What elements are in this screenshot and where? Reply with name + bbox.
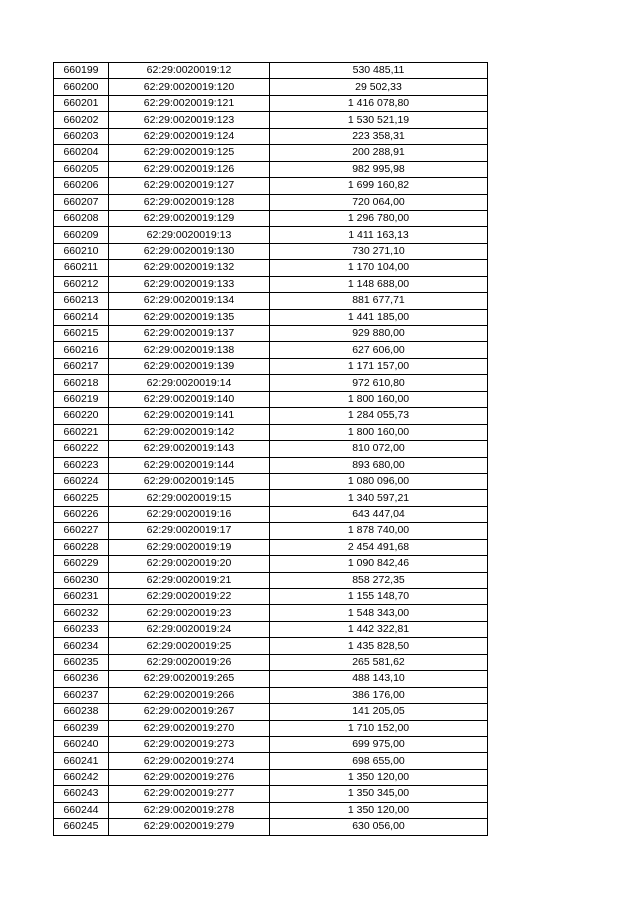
row-number-cell: 660242 [54, 769, 109, 785]
table-row [54, 342, 488, 358]
table-row [54, 424, 488, 440]
row-number-cell: 660206 [54, 178, 109, 194]
table-row [54, 769, 488, 785]
cadastral-number-cell: 62:29:0020019:127 [109, 178, 270, 194]
cadastral-value-cell: 530 485,11 [270, 63, 488, 79]
table-row [54, 457, 488, 473]
row-number-cell: 660240 [54, 736, 109, 752]
table-row [54, 408, 488, 424]
cadastral-value-cell: 29 502,33 [270, 79, 488, 95]
cadastral-number-cell: 62:29:0020019:133 [109, 276, 270, 292]
cadastral-value-cell: 1 350 120,00 [270, 802, 488, 818]
cadastral-number-cell: 62:29:0020019:19 [109, 539, 270, 555]
row-number-cell: 660237 [54, 687, 109, 703]
table-row [54, 441, 488, 457]
cadastral-number-cell: 62:29:0020019:129 [109, 210, 270, 226]
cadastral-value-cell: 1 350 120,00 [270, 769, 488, 785]
cadastral-value-cell: 1 878 740,00 [270, 523, 488, 539]
row-number-cell: 660245 [54, 819, 109, 835]
cadastral-number-cell: 62:29:0020019:17 [109, 523, 270, 539]
cadastral-number-cell: 62:29:0020019:15 [109, 490, 270, 506]
cadastral-number-cell: 62:29:0020019:276 [109, 769, 270, 785]
table-row [54, 802, 488, 818]
row-number-cell: 660203 [54, 128, 109, 144]
table-row [54, 358, 488, 374]
row-number-cell: 660221 [54, 424, 109, 440]
table-row [54, 671, 488, 687]
cadastral-number-cell: 62:29:0020019:22 [109, 589, 270, 605]
cadastral-value-cell: 1 080 096,00 [270, 473, 488, 489]
row-number-cell: 660199 [54, 63, 109, 79]
cadastral-value-cell: 698 655,00 [270, 753, 488, 769]
cadastral-value-cell: 200 288,91 [270, 145, 488, 161]
cadastral-number-cell: 62:29:0020019:144 [109, 457, 270, 473]
cadastral-value-cell: 1 435 828,50 [270, 638, 488, 654]
cadastral-value-cell: 1 530 521,19 [270, 112, 488, 128]
row-number-cell: 660220 [54, 408, 109, 424]
table-row [54, 63, 488, 79]
table-row [54, 621, 488, 637]
table-row [54, 145, 488, 161]
cadastral-number-cell: 62:29:0020019:132 [109, 260, 270, 276]
cadastral-value-cell: 488 143,10 [270, 671, 488, 687]
row-number-cell: 660222 [54, 441, 109, 457]
table-row [54, 736, 488, 752]
cadastral-value-cell: 1 340 597,21 [270, 490, 488, 506]
table-row [54, 276, 488, 292]
row-number-cell: 660230 [54, 572, 109, 588]
cadastral-number-cell: 62:29:0020019:14 [109, 375, 270, 391]
cadastral-value-cell: 1 548 343,00 [270, 605, 488, 621]
cadastral-number-cell: 62:29:0020019:134 [109, 293, 270, 309]
cadastral-value-cell: 1 411 163,13 [270, 227, 488, 243]
cadastral-number-cell: 62:29:0020019:135 [109, 309, 270, 325]
cadastral-value-cell: 141 205,05 [270, 704, 488, 720]
row-number-cell: 660217 [54, 358, 109, 374]
cadastral-number-cell: 62:29:0020019:12 [109, 63, 270, 79]
row-number-cell: 660215 [54, 326, 109, 342]
cadastral-number-cell: 62:29:0020019:141 [109, 408, 270, 424]
row-number-cell: 660202 [54, 112, 109, 128]
cadastral-number-cell: 62:29:0020019:266 [109, 687, 270, 703]
table-row [54, 786, 488, 802]
row-number-cell: 660226 [54, 506, 109, 522]
cadastral-value-cell: 1 171 157,00 [270, 358, 488, 374]
cadastral-value-cell: 1 442 322,81 [270, 621, 488, 637]
cadastral-number-cell: 62:29:0020019:20 [109, 556, 270, 572]
cadastral-value-cell: 1 416 078,80 [270, 95, 488, 111]
row-number-cell: 660200 [54, 79, 109, 95]
table-row [54, 704, 488, 720]
cadastral-number-cell: 62:29:0020019:279 [109, 819, 270, 835]
cadastral-number-cell: 62:29:0020019:126 [109, 161, 270, 177]
cadastral-value-cell: 1 441 185,00 [270, 309, 488, 325]
cadastral-number-cell: 62:29:0020019:138 [109, 342, 270, 358]
row-number-cell: 660228 [54, 539, 109, 555]
table-row [54, 79, 488, 95]
cadastral-value-cell: 1 155 148,70 [270, 589, 488, 605]
row-number-cell: 660232 [54, 605, 109, 621]
cadastral-value-cell: 627 606,00 [270, 342, 488, 358]
row-number-cell: 660243 [54, 786, 109, 802]
cadastral-number-cell: 62:29:0020019:26 [109, 654, 270, 670]
row-number-cell: 660204 [54, 145, 109, 161]
cadastral-number-cell: 62:29:0020019:124 [109, 128, 270, 144]
table-row [54, 506, 488, 522]
cadastral-number-cell: 62:29:0020019:25 [109, 638, 270, 654]
cadastral-value-cell: 265 581,62 [270, 654, 488, 670]
cadastral-number-cell: 62:29:0020019:140 [109, 391, 270, 407]
row-number-cell: 660218 [54, 375, 109, 391]
cadastral-value-cell: 730 271,10 [270, 243, 488, 259]
table-row [54, 194, 488, 210]
cadastral-number-cell: 62:29:0020019:128 [109, 194, 270, 210]
table-row [54, 654, 488, 670]
cadastral-value-cell: 1 800 160,00 [270, 391, 488, 407]
cadastral-number-cell: 62:29:0020019:16 [109, 506, 270, 522]
cadastral-number-cell: 62:29:0020019:270 [109, 720, 270, 736]
cadastral-value-cell: 858 272,35 [270, 572, 488, 588]
cadastral-value-cell: 1 090 842,46 [270, 556, 488, 572]
cadastral-value-cell: 1 170 104,00 [270, 260, 488, 276]
row-number-cell: 660225 [54, 490, 109, 506]
row-number-cell: 660236 [54, 671, 109, 687]
table-row [54, 490, 488, 506]
row-number-cell: 660238 [54, 704, 109, 720]
cadastral-value-cell: 810 072,00 [270, 441, 488, 457]
table-row [54, 556, 488, 572]
row-number-cell: 660229 [54, 556, 109, 572]
table-row [54, 309, 488, 325]
cadastral-value-cell: 386 176,00 [270, 687, 488, 703]
cadastral-value-cell: 699 975,00 [270, 736, 488, 752]
row-number-cell: 660231 [54, 589, 109, 605]
table-row [54, 605, 488, 621]
cadastral-number-cell: 62:29:0020019:125 [109, 145, 270, 161]
table-row [54, 375, 488, 391]
table-row [54, 720, 488, 736]
table-row [54, 523, 488, 539]
cadastral-number-cell: 62:29:0020019:23 [109, 605, 270, 621]
cadastral-value-cell: 1 800 160,00 [270, 424, 488, 440]
table-row [54, 243, 488, 259]
cadastral-value-cell: 893 680,00 [270, 457, 488, 473]
row-number-cell: 660235 [54, 654, 109, 670]
cadastral-value-cell: 2 454 491,68 [270, 539, 488, 555]
table-row [54, 753, 488, 769]
row-number-cell: 660223 [54, 457, 109, 473]
table-row [54, 326, 488, 342]
table-row [54, 95, 488, 111]
table-row [54, 687, 488, 703]
cadastral-value-cell: 1 350 345,00 [270, 786, 488, 802]
row-number-cell: 660207 [54, 194, 109, 210]
cadastral-value-cell: 972 610,80 [270, 375, 488, 391]
cadastral-value-cell: 1 284 055,73 [270, 408, 488, 424]
row-number-cell: 660234 [54, 638, 109, 654]
row-number-cell: 660213 [54, 293, 109, 309]
row-number-cell: 660208 [54, 210, 109, 226]
table-body [54, 63, 488, 836]
table-row [54, 539, 488, 555]
row-number-cell: 660227 [54, 523, 109, 539]
cadastral-value-cell: 982 995,98 [270, 161, 488, 177]
row-number-cell: 660201 [54, 95, 109, 111]
cadastral-number-cell: 62:29:0020019:137 [109, 326, 270, 342]
row-number-cell: 660211 [54, 260, 109, 276]
table-row [54, 227, 488, 243]
table-row [54, 161, 488, 177]
cadastral-number-cell: 62:29:0020019:123 [109, 112, 270, 128]
cadastral-number-cell: 62:29:0020019:273 [109, 736, 270, 752]
row-number-cell: 660233 [54, 621, 109, 637]
row-number-cell: 660239 [54, 720, 109, 736]
cadastral-number-cell: 62:29:0020019:145 [109, 473, 270, 489]
row-number-cell: 660210 [54, 243, 109, 259]
cadastral-number-cell: 62:29:0020019:277 [109, 786, 270, 802]
table-row [54, 112, 488, 128]
row-number-cell: 660214 [54, 309, 109, 325]
cadastral-number-cell: 62:29:0020019:274 [109, 753, 270, 769]
table-row [54, 293, 488, 309]
cadastral-value-cell: 630 056,00 [270, 819, 488, 835]
cadastral-number-cell: 62:29:0020019:267 [109, 704, 270, 720]
cadastral-number-cell: 62:29:0020019:278 [109, 802, 270, 818]
cadastral-number-cell: 62:29:0020019:121 [109, 95, 270, 111]
cadastral-value-cell: 720 064,00 [270, 194, 488, 210]
cadastral-value-cell: 881 677,71 [270, 293, 488, 309]
cadastral-value-cell: 1 699 160,82 [270, 178, 488, 194]
cadastral-number-cell: 62:29:0020019:143 [109, 441, 270, 457]
table-row [54, 391, 488, 407]
row-number-cell: 660241 [54, 753, 109, 769]
table-row [54, 589, 488, 605]
cadastral-value-table [53, 62, 488, 836]
cadastral-number-cell: 62:29:0020019:21 [109, 572, 270, 588]
cadastral-value-cell: 643 447,04 [270, 506, 488, 522]
table-row [54, 638, 488, 654]
table-row [54, 819, 488, 835]
row-number-cell: 660212 [54, 276, 109, 292]
table-row [54, 260, 488, 276]
table-row [54, 210, 488, 226]
cadastral-value-cell: 1 710 152,00 [270, 720, 488, 736]
cadastral-number-cell: 62:29:0020019:24 [109, 621, 270, 637]
row-number-cell: 660209 [54, 227, 109, 243]
cadastral-value-cell: 223 358,31 [270, 128, 488, 144]
row-number-cell: 660224 [54, 473, 109, 489]
cadastral-number-cell: 62:29:0020019:265 [109, 671, 270, 687]
cadastral-number-cell: 62:29:0020019:130 [109, 243, 270, 259]
cadastral-number-cell: 62:29:0020019:142 [109, 424, 270, 440]
row-number-cell: 660205 [54, 161, 109, 177]
cadastral-number-cell: 62:29:0020019:120 [109, 79, 270, 95]
row-number-cell: 660216 [54, 342, 109, 358]
cadastral-value-cell: 1 296 780,00 [270, 210, 488, 226]
row-number-cell: 660219 [54, 391, 109, 407]
cadastral-number-cell: 62:29:0020019:139 [109, 358, 270, 374]
row-number-cell: 660244 [54, 802, 109, 818]
table-row [54, 128, 488, 144]
cadastral-value-cell: 929 880,00 [270, 326, 488, 342]
cadastral-value-cell: 1 148 688,00 [270, 276, 488, 292]
cadastral-number-cell: 62:29:0020019:13 [109, 227, 270, 243]
table-row [54, 572, 488, 588]
table-row [54, 178, 488, 194]
table-row [54, 473, 488, 489]
